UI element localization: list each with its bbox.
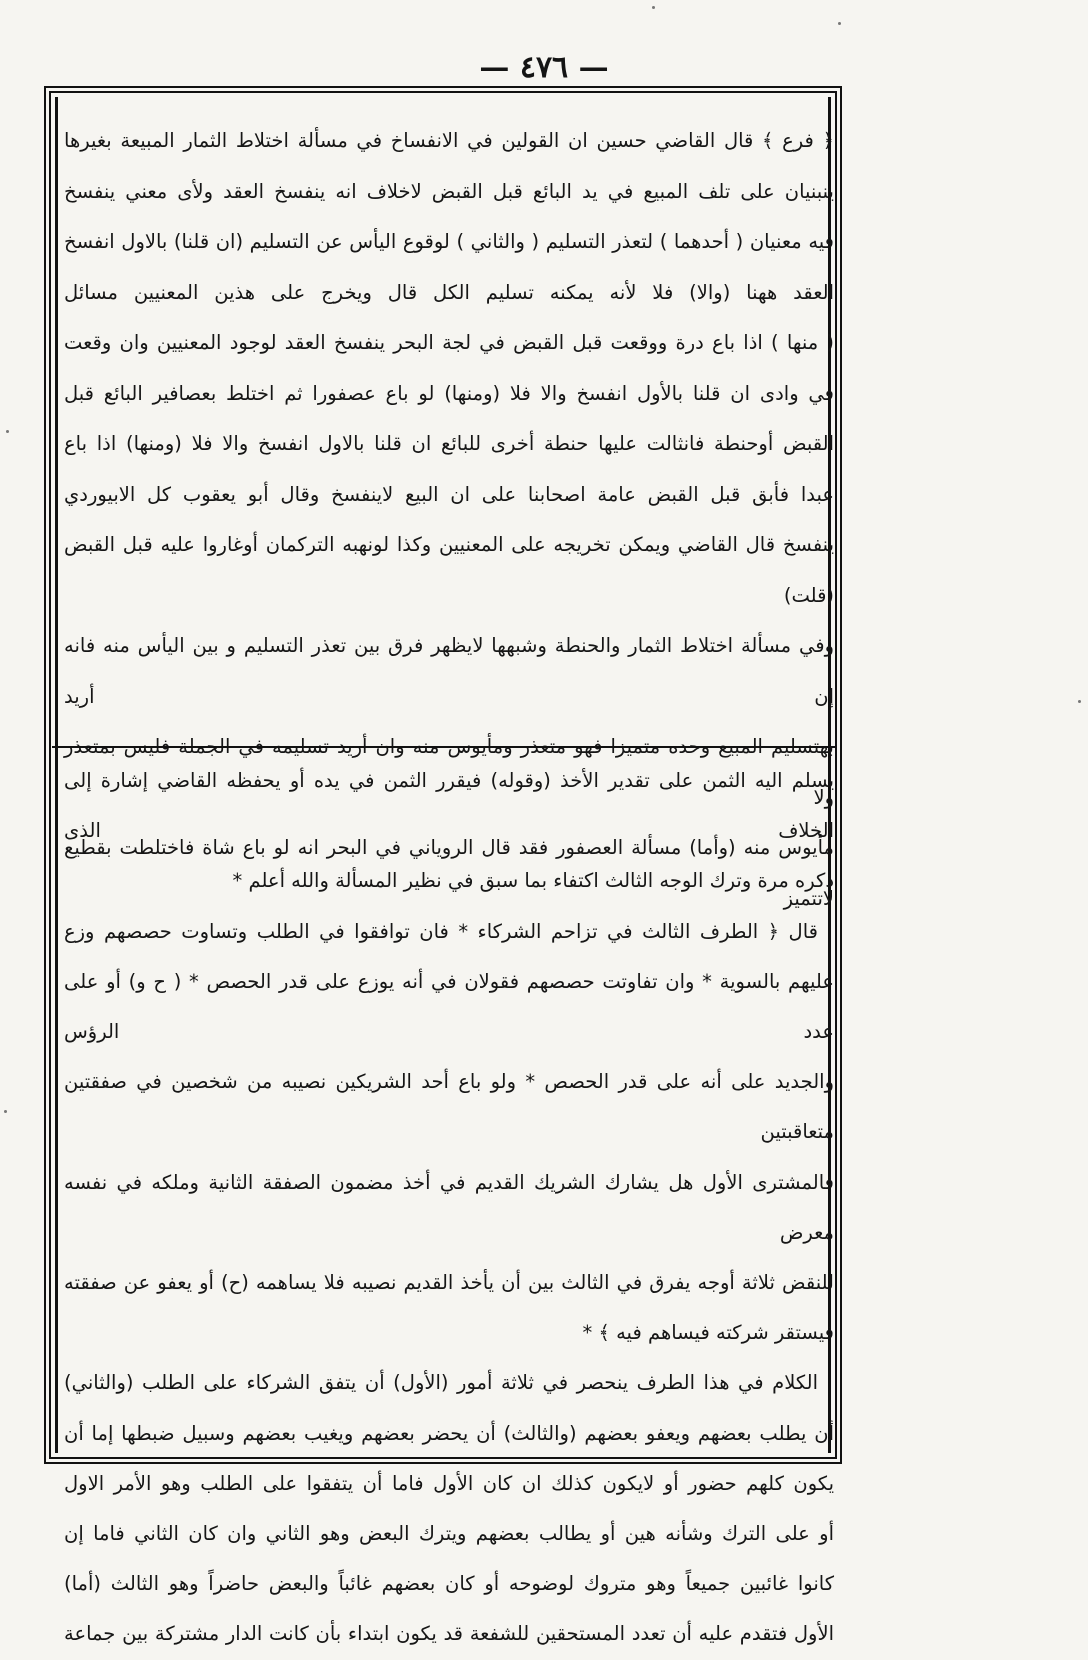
upper-line: ﴿ فرع ﴾ قال القاضي حسين ان القولين في الانفساخ في مسألة اختلاط الثمار المبيعة بغيرها [64, 129, 834, 152]
upper-line: وفي مسألة اختلاط الثمار والحنطة وشبهها لايظهر فرق بين تعذر التسليم و بين اليأس منه فانه إن أريد [64, 634, 834, 708]
upper-line: في وادى ان قلنا بالأول انفسخ والا فلا (ومنها) لو باع عصفورا ثم اختلط بعصافير البائع قبل [64, 381, 834, 405]
lower-line: قال ﴿ الطرف الثالث في تزاحم الشركاء * فان توافقوا في الطلب وتساوت حصصهم وزع [64, 919, 818, 943]
lower-text-block [64, 756, 834, 1660]
upper-line: بهتسليم المبيع وحده متميزا فهو متعذر ومأيوس منه وان أريد تسليمه في الجملة فليس بمتعذر ولا [64, 735, 834, 809]
upper-line: فيه معنيان ( أحدهما ) لتعذر التسليم ( والثاني ) لوقوع اليأس عن التسليم (ان قلنا) بالاول انفسخ [64, 230, 834, 253]
lower-line: والجديد على أنه على قدر الحصص * ولو باع أحد الشريكين نصيبه من شخصين في صفقتين متعاقبتين [64, 1070, 834, 1144]
upper-line: ينفسخ قال القاضي ويمكن تخريجه على المعنيين وكذا لونهبه التركمان أوغاروا عليه قبل القبض (قلت) [64, 533, 834, 607]
lower-line: فالمشترى الأول هل يشارك الشريك القديم في أخذ مضمون الصفقة الثانية وملكه في نفسه معرض [64, 1170, 834, 1244]
paper-speck [838, 22, 841, 25]
upper-line: العقد ههنا (والا) فلا لأنه يمكنه تسليم الكل قال ويخرج على هذين المعنيين مسائل [64, 280, 834, 304]
lower-line: أن يطلب بعضهم ويعفو بعضهم (والثالث) أن يحضر بعضهم ويغيب بعضهم وسبيل ضبطها إما أن [64, 1421, 834, 1445]
lower-line: للنقض ثلاثة أوجه يفرق في الثالث بين أن يأخذ القديم نصيبه فلا يساهمه (ح) أو يعفو عن صفقته [64, 1271, 834, 1295]
paper-speck [6, 430, 9, 433]
lower-line: فيستقر شركته فيساهم فيه ﴾ * [582, 1321, 834, 1345]
paper-speck [652, 6, 655, 9]
upper-line: القبض أوحنطة فانثالت عليها حنطة أخرى للبائع ان قلنا بالاول انفسخ والا فلا (ومنها) اذا باع [64, 432, 834, 455]
lower-line: يسلم اليه الثمن على تقدير الأخذ (وقوله) فيقرر الثمن في يده أو يحفظه القاضي إشارة إلى الخلاف الذى [64, 769, 834, 843]
upper-line: مأيوس منه (وأما) مسألة العصفور فقد قال الروياني في البحر انه لو باع شاة فاختلطت بقطيع لاتتميز [64, 836, 834, 910]
lower-line: الكلام في هذا الطرف ينحصر في ثلاثة أمور (الأول) أن يتفق الشركاء على الطلب (والثاني) [64, 1371, 818, 1395]
lower-line: أو على الترك وشأنه هين أو يطالب بعضهم ويترك البعض وهو الثاني وان كان الثاني فاما إن [64, 1522, 834, 1546]
lower-line: ذكره مرة وترك الوجه الثالث اكتفاء بما سبق في نظير المسألة والله أعلم * [232, 869, 834, 893]
page-number: — ٤٧٦ — [479, 50, 609, 85]
lower-line: الأول فتقدم عليه أن تعدد المستحقين للشفعة قد يكون ابتداء بأن كانت الدار مشتركة بين جماعة [64, 1622, 834, 1646]
paper-speck [4, 1110, 7, 1113]
lower-line: كانوا غائبين جميعاً وهو متروك لوضوحه أو كان بعضهم غائباً والبعض حاضراً وهو الثالث (أما) [64, 1572, 834, 1596]
upper-line: ينبنيان على تلف المبيع في يد البائع قبل القبض لاخلاف انه ينفسخ العقد ولأى معني ينفسخ [64, 179, 834, 203]
section-divider [52, 746, 836, 748]
upper-line: عبدا فأبق قبل القبض عامة اصحابنا على ان البيع لاينفسخ وقال أبو يعقوب كل الابيوردي [64, 482, 834, 506]
upper-line: ( منها ) اذا باع درة ووقعت قبل القبض في لجة البحر ينفسخ العقد لوجود المعنيين وان وقعت [64, 331, 834, 354]
lower-line: يكون كلهم حضور أو لايكون كذلك ان كان الأول فاما أن يتفقوا على الطلب وهو الأمر الاول [64, 1471, 834, 1495]
paper-speck [1078, 700, 1081, 703]
lower-line: عليهم بالسوية * وان تفاوتت حصصهم فقولان في أنه يوزع على قدر الحصص * ( ح و) أو على عدد الرؤس [64, 969, 834, 1044]
